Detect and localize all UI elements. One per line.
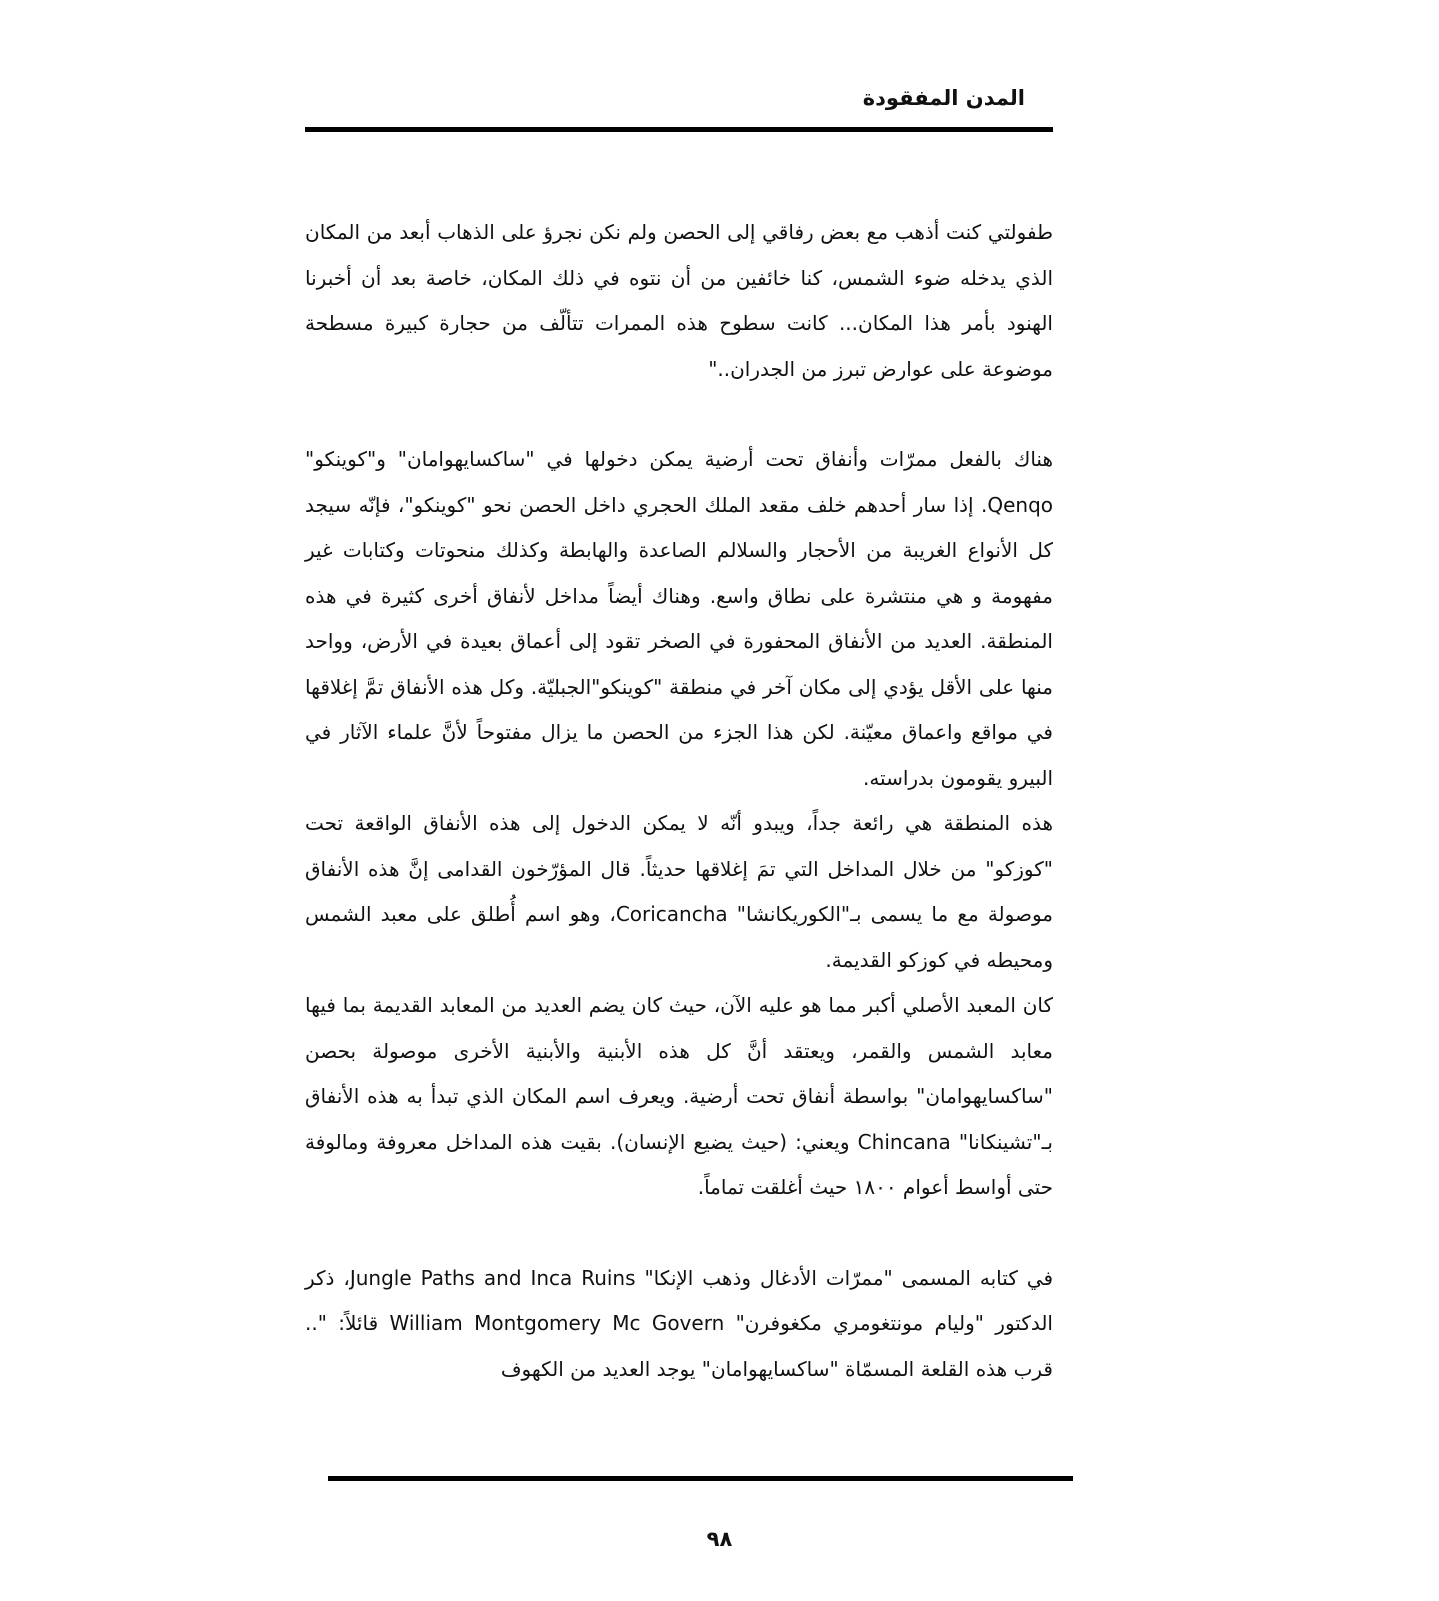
paragraph-5: في كتابه المسمى "ممرّات الأدغال وذهب الإنكا" Jungle Paths and Inca Ruins، ذكر الدكتور "وليام مونتغومري مكغوفرن" William Montgomery Mc Govern قائلاً: ".. قرب هذه القلعة المسمّاة "ساكسايهوامان" يوجد العديد من الكهوف [305,1265,1053,1381]
paragraph-gap [305,1211,1053,1256]
paragraph-2: هناك بالفعل ممرّات وأنفاق تحت أرضية يمكن دخولها في "ساكسايهوامان" و"كوينكو" Qenqo. إذا سار أحدهم خلف مقعد الملك الحجري داخل الحصن نحو "كوينكو"، فإنّه سيجد كل الأنواع الغريبة من الأحجار والسلالم الصاعدة والهابطة وكذلك منحوتات وكتابات غير مفهومة و هي منتشرة على نطاق واسع. وهناك أيضاً مداخل لأنفاق أخرى كثيرة في هذه المنطقة. العديد من الأنفاق المحفورة في الصخر تقود إلى أعماق بعيدة في الأرض، وواحد منها على الأقل يؤدي إلى مكان آخر في منطقة "كوينكو"الجبليّة. وكل هذه الأنفاق تمَّ إغلاقها في مواقع واعماق معيّنة. لكن هذا الجزء من الحصن ما يزال مفتوحاً لأنَّ علماء الآثار في البيرو يقومون بدراسته. [305,447,1053,790]
paragraph-gap [305,392,1053,437]
running-header: المدن المفقودة [862,86,1025,110]
body-text [305,210,1053,1392]
paragraph-4: كان المعبد الأصلي أكبر مما هو عليه الآن، حيث كان يضم العديد من المعابد القديمة بما فيها معابد الشمس والقمر، ويعتقد أنَّ كل هذه الأبنية والأبنية الأخرى موصولة بحصن "ساكسايهوامان" بواسطة أنفاق تحت أرضية. ويعرف اسم المكان الذي تبدأ به هذه الأنفاق بـ"تشينكانا" Chincana ويعني: (حيث يضيع الإنسان). بقيت هذه المداخل معروفة ومالوفة حتى أواسط أعوام ١٨٠٠ حيث أغلقت تماماً. [305,993,1053,1199]
paragraph-1: طفولتي كنت أذهب مع بعض رفاقي إلى الحصن ولم نكن نجرؤ على الذهاب أبعد من المكان الذي يدخله ضوء الشمس، كنا خائفين من أن نتوه في ذلك المكان، خاصة بعد أن أخبرنا الهنود بأمر هذا المكان... كانت سطوح هذه الممرات تتألّف من حجارة كبيرة مسطحة موضوعة على عوارض تبرز من الجدران.." [305,220,1053,381]
header-rule [305,127,1053,132]
page-number: ٩٨ [706,1527,733,1551]
paragraph-3: هذه المنطقة هي رائعة جداً، ويبدو أنّه لا يمكن الدخول إلى هذه الأنفاق الواقعة تحت "كوزكو" من خلال المداخل التي تمَ إغلاقها حديثاً. قال المؤرّخون القدامى إنَّ هذه الأنفاق موصولة مع ما يسمى بـ"الكوريكانشا" Coricancha، وهو اسم أُطلق على معبد الشمس ومحيطه في كوزكو القديمة. [305,811,1053,972]
footer-rule [328,1476,1073,1481]
